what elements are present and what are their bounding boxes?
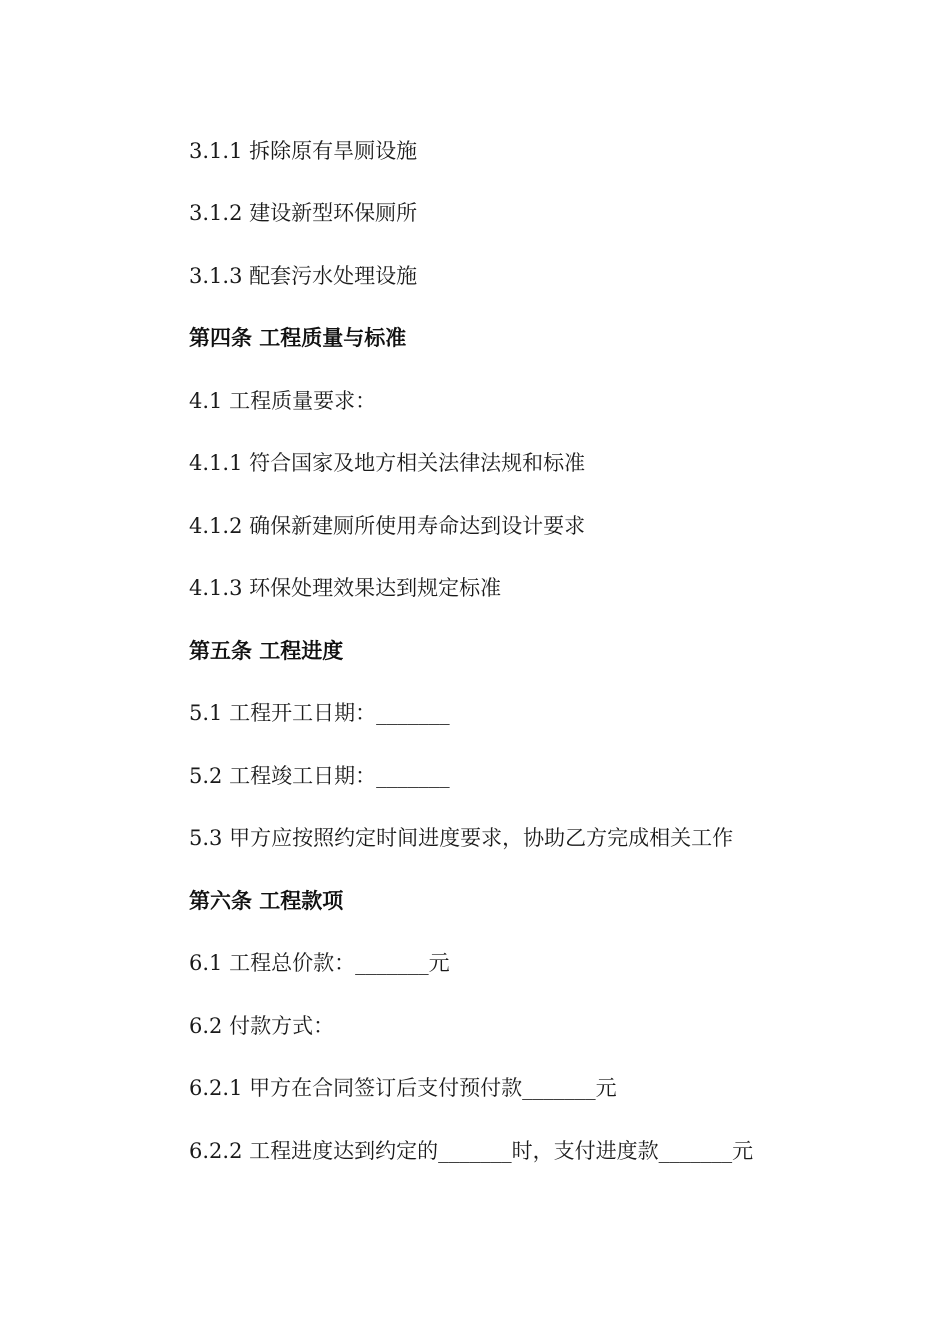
- clause-3-1-1: 3.1.1 拆除原有旱厕设施: [189, 139, 418, 163]
- clause-3-1-2: 3.1.2 建设新型环保厕所: [189, 201, 418, 225]
- clause-6-2-2: 6.2.2 工程进度达到约定的_______时，支付进度款_______元: [189, 1139, 754, 1163]
- clause-6-1: 6.1 工程总价款：_______元: [189, 951, 450, 975]
- section-heading-article-5: 第五条 工程进度: [189, 639, 344, 663]
- clause-5-3: 5.3 甲方应按照约定时间进度要求，协助乙方完成相关工作: [189, 826, 734, 850]
- clause-3-1-3: 3.1.3 配套污水处理设施: [189, 264, 418, 288]
- clause-6-2: 6.2 付款方式：: [189, 1014, 335, 1038]
- clause-4-1-1: 4.1.1 符合国家及地方相关法律法规和标准: [189, 451, 586, 475]
- section-heading-article-4: 第四条 工程质量与标准: [189, 326, 407, 350]
- clause-4-1: 4.1 工程质量要求：: [189, 389, 377, 413]
- clause-6-2-1: 6.2.1 甲方在合同签订后支付预付款_______元: [189, 1076, 617, 1100]
- section-heading-article-6: 第六条 工程款项: [189, 889, 344, 913]
- clause-4-1-2: 4.1.2 确保新建厕所使用寿命达到设计要求: [189, 514, 586, 538]
- clause-4-1-3: 4.1.3 环保处理效果达到规定标准: [189, 576, 502, 600]
- clause-5-2: 5.2 工程竣工日期：_______: [189, 764, 450, 788]
- clause-5-1: 5.1 工程开工日期：_______: [189, 701, 450, 725]
